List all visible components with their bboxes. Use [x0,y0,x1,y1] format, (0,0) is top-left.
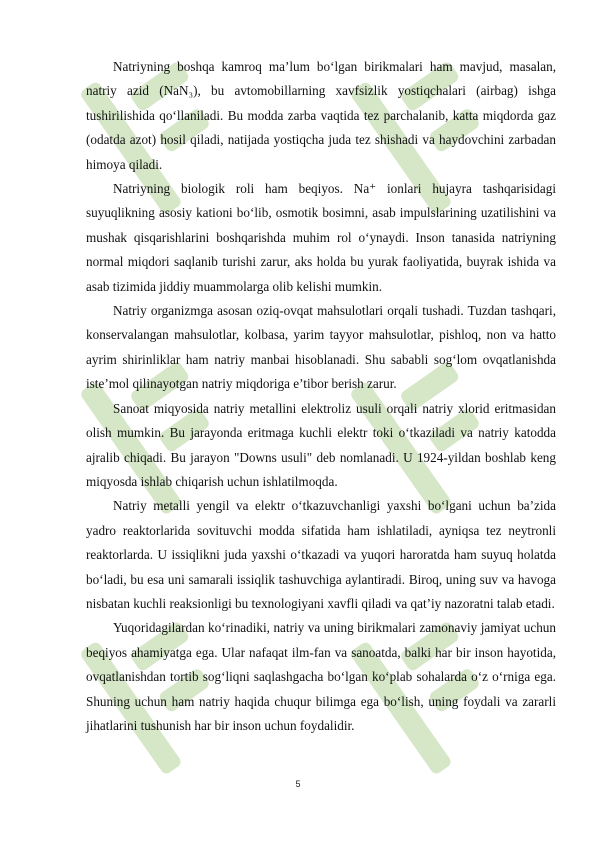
document-body [86,55,556,738]
paragraph-conclusion: Yuqoridagilardan ko‘rinadiki, natriy va uning birikmalari zamonaviy jamiyat uchun beqiyos ahamiyatga ega. Ular nafaqat ilm-fan va sanoatda, balki har bir inson hayotida, ovqatlanishdan tortib sog‘liqni saqlashgacha bo‘lgan ko‘plab sohalarda o‘z o‘rniga ega. Shuning uchun ham natriy haqida chuqur bilimga ega bo‘lish, uning foydali va zararli jihatlarini tushunish har bir inson uchun foydalidir. [86,620,556,733]
paragraph-reactor-coolant: Natriy metalli yengil va elektr o‘tkazuvchanligi yaxshi bo‘lgani uchun ba’zida yadro reaktorlarida sovituvchi modda sifatida ham ishlatiladi, ayniqsa tez neytronli reaktorlarda. U issiqlikni juda yaxshi o‘tkazadi va yuqori haroratda ham suyuq holatda bo‘ladi, bu esa uni samarali issiqlik tashuvchiga aylantiradi. Biroq, uning suv va havoga nisbatan kuchli reaksionligi bu texnologiyani xavfli qiladi va qat’iy nazoratni talab etadi. [86,498,556,611]
paragraph-industrial-production: Sanoat miqyosida natriy metallini elektroliz usuli orqali natriy xlorid eritmasidan olish mumkin. Bu jarayonda eritmaga kuchli elektr toki o‘tkaziladi va natriy katodda ajralib chiqadi. Bu jarayon "Downs usuli" deb nomlanadi. U 1924-yildan boshlab keng miqyosda ishlab chiqarish uchun ishlatilmoqda. [86,400,556,489]
page-number: 5 [295,779,301,789]
paragraph-sodium-azide: Natriyning boshqa kamroq ma’lum bo‘lgan birikmalari ham mavjud, masalan, natriy azid (NaN₃), bu avtomobillarning xavfsizlik yostiqchalari (airbag) ishga tushirilishida qo‘llaniladi. Bu modda zarba vaqtida tez parchalanib, katta miqdorda gaz (odatda azot) hosil qiladi, natijada yostiqcha juda tez shishadi va haydovchini zarbadan himoya qiladi. [86,59,556,172]
paragraph-dietary-sources: Natriy organizmga asosan oziq-ovqat mahsulotlari orqali tushadi. Tuzdan tashqari, konservalangan mahsulotlar, kolbasa, yarim tayyor mahsulotlar, pishloq, non va hatto ayrim shirinliklar ham natriy manbai hisoblanadi. Shu sababli sog‘lom ovqatlanishda iste’mol qilinayotgan natriy miqdoriga e’tibor berish zarur. [86,303,556,392]
paragraph-biological-role: Natriyning biologik roli ham beqiyos. Na⁺ ionlari hujayra tashqarisidagi suyuqlikning asosiy kationi bo‘lib, osmotik bosimni, asab impulslarining uzatilishini va mushak qisqarishlarini boshqarishda muhim rol o‘ynaydi. Inson tanasida natriyning normal miqdori saqlanib turishi zarur, aks holda bu yurak faoliyatida, buyrak ishida va asab tizimida jiddiy muammolarga olib kelishi mumkin. [86,181,556,294]
